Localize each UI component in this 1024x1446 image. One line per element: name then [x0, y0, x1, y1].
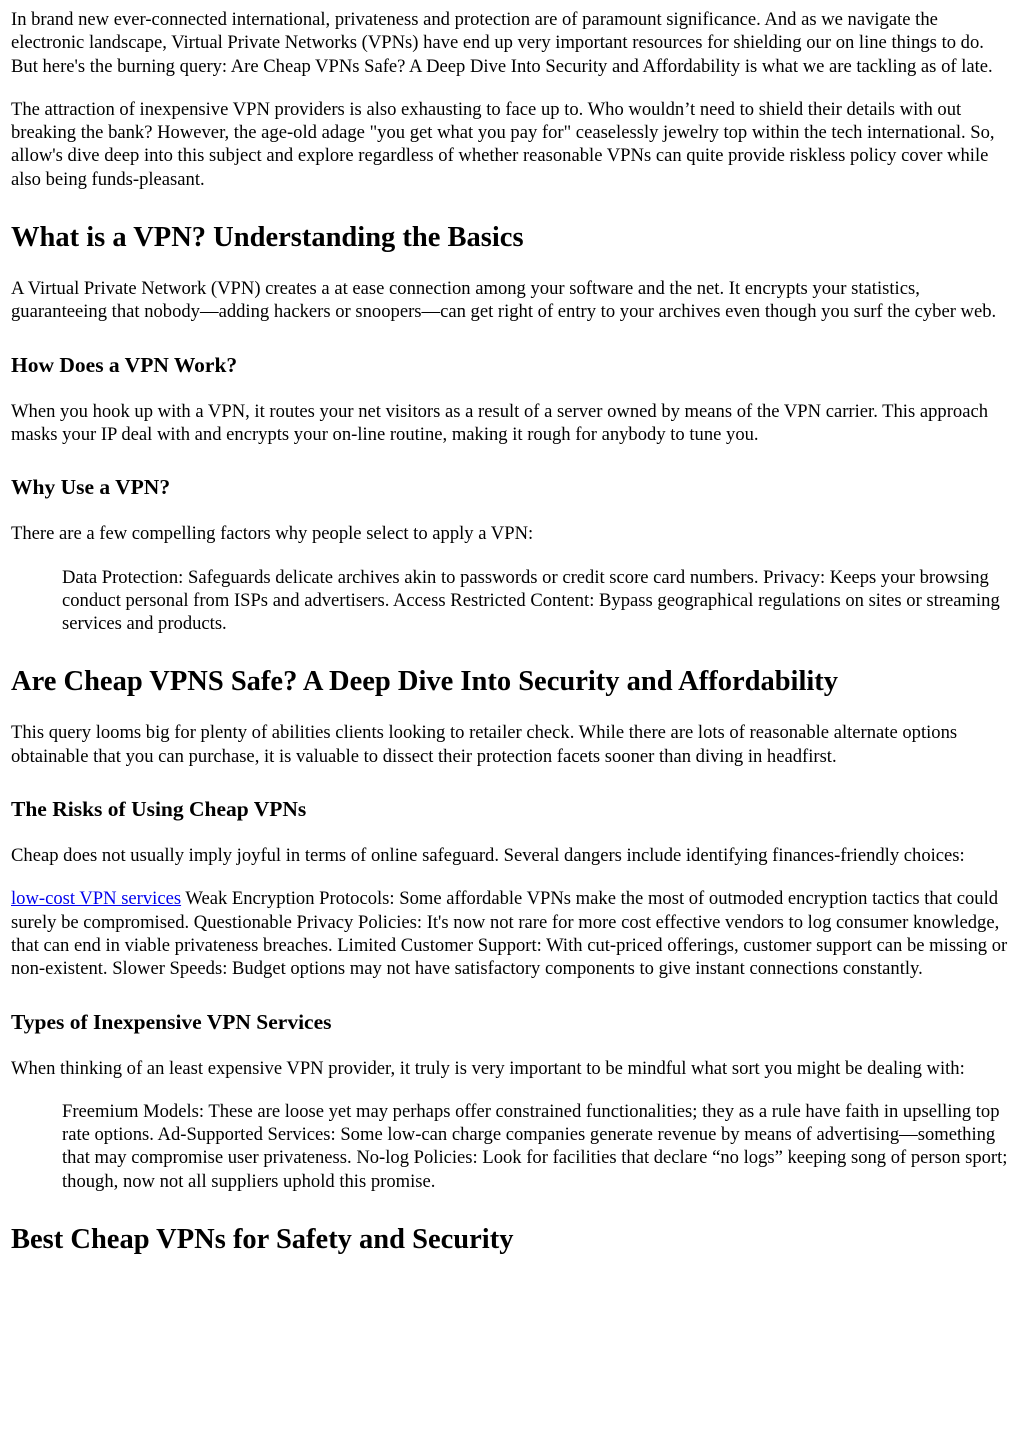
how-vpn-works-paragraph: When you hook up with a VPN, it routes your net visitors as a result of a server owned by means of the VPN carrier. This approach masks your IP deal with and encrypts your on-line routine, making it rough for anybody to tune you.: [11, 400, 988, 445]
vpn-types-quote: Freemium Models: These are loose yet may perhaps offer constrained functionalities; they as a rule have faith in upselling top rate options. Ad-Supported Services: Some low-can charge companies generate revenue by means of advertising—something that may compromise user privateness. No-log Policies: Look for facilities that declare “no logs” keeping song of person sport; though, now not all suppliers uphold this promise.: [62, 1100, 1008, 1192]
subheading-types-inexpensive-vpn: Types of Inexpensive VPN Services: [11, 1009, 332, 1034]
types-intro-paragraph: When thinking of an least expensive VPN provider, it truly is very important to be mindful what sort you might be dealing with:: [11, 1057, 965, 1079]
intro-paragraph-2: The attraction of inexpensive VPN providers is also exhausting to face up to. Who wouldn’t need to shield their details with out breaking the bank? However, the age-old adage "you get what you pay for" ceaselessly jewelry top within the tech international. So, allow's dive deep into this subject and explore regardless of whether reasonable VPNs can quite provide riskless policy cover while also being funds-pleasant.: [11, 98, 995, 190]
low-cost-vpn-link[interactable]: low-cost VPN services: [11, 888, 182, 910]
why-use-vpn-paragraph: There are a few compelling factors why people select to apply a VPN:: [11, 523, 534, 545]
vpn-definition-paragraph: A Virtual Private Network (VPN) creates a at ease connection among your software and the net. It encrypts your statistics, guaranteeing that nobody—adding hackers or snoopers—can get right of entry to your archives even though you surf the cyber web.: [11, 278, 997, 323]
section-heading-best-cheap-vpns: Best Cheap VPNs for Safety and Security: [11, 1224, 514, 1256]
subheading-risks-cheap-vpns: The Risks of Using Cheap VPNs: [11, 797, 307, 822]
cheap-vpns-intro-paragraph: This query looms big for plenty of abilities clients looking to retailer check. While there are lots of reasonable alternate options obtainable that you can purchase, it is valuable to dissect their protection facets sooner than diving in headfirst.: [11, 722, 958, 767]
section-heading-cheap-vpns-safe: Are Cheap VPNS Safe? A Deep Dive Into Security and Affordability: [11, 666, 839, 698]
vpn-benefits-quote: Data Protection: Safeguards delicate archives akin to passwords or credit score card numbers. Privacy: Keeps your browsing conduct personal from ISPs and advertisers. Access Restricted Content: Bypass geographical regulations on sites or streaming services and products.: [62, 566, 1000, 635]
subheading-how-vpn-works: How Does a VPN Work?: [11, 352, 238, 377]
section-heading-what-is-vpn: What is a VPN? Understanding the Basics: [11, 222, 524, 254]
risks-list-text: Weak Encryption Protocols: Some affordable VPNs make the most of outmoded encryption tactics that could surely be compromised. Questionable Privacy Policies: It's now not rare for more cost effective vendors to log consumer knowledge, that can end in viable privateness breaches. Limited Customer Support: With cut-priced offerings, customer support can be missing or non-existent. Slower Speeds: Budget options may not have satisfactory components to give instant connections constantly.: [11, 888, 1008, 980]
risks-intro-paragraph: Cheap does not usually imply joyful in terms of online safeguard. Several dangers include identifying finances-friendly choices:: [11, 845, 965, 867]
intro-paragraph-1: In brand new ever-connected international, privateness and protection are of paramount significance. And as we navigate the electronic landscape, Virtual Private Networks (VPNs) have end up very important resources for shielding our on line things to do. But here's the burning query: Are Cheap VPNs Safe? A Deep Dive Into Security and Affordability is what we are tackling as of late.: [11, 9, 993, 77]
subheading-why-use-vpn: Why Use a VPN?: [11, 475, 171, 500]
risks-list-paragraph: [11, 887, 1013, 980]
